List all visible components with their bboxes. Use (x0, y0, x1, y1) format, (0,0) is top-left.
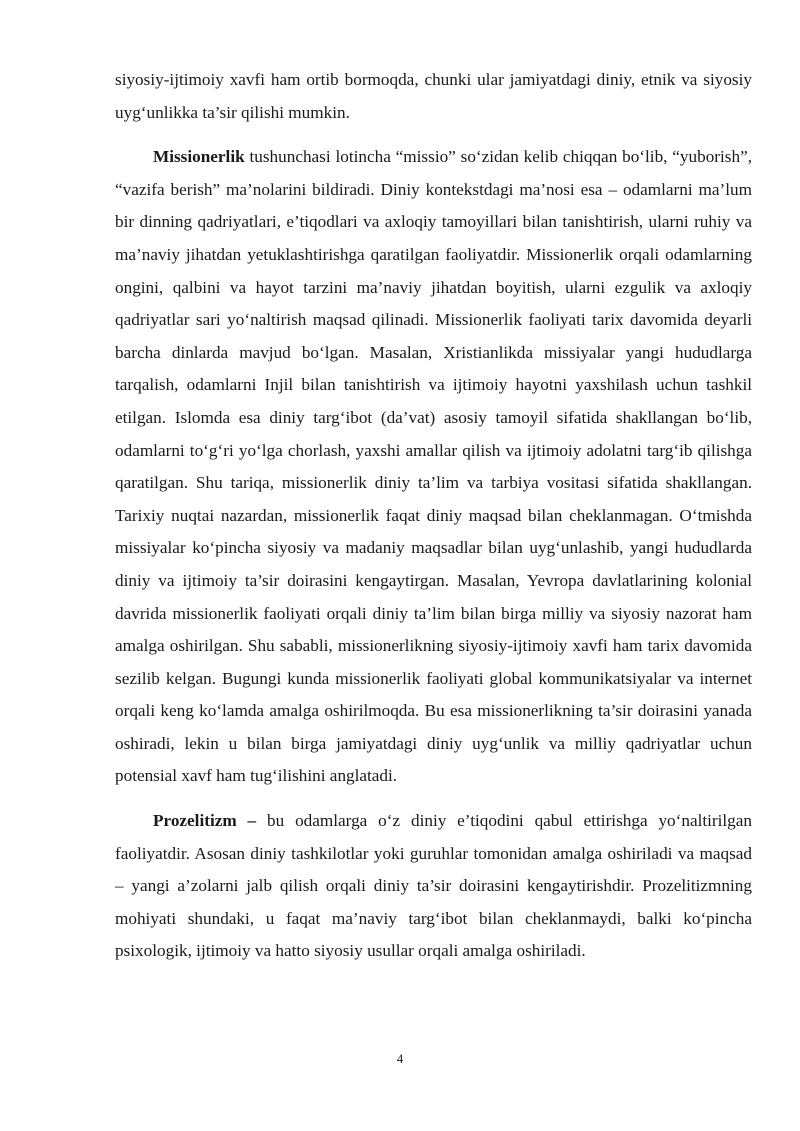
paragraph-gap (115, 129, 752, 141)
paragraph-missionerlik (115, 141, 752, 793)
paragraph-text: siyosiy-ijtimoiy xavfi ham ortib bormoqda, chunki ular jamiyatdagi diniy, etnik va siyosiy uyg‘unlikka ta’sir qilishi mumkin. (115, 70, 752, 122)
paragraph-text: tushunchasi lotincha “missio” so‘zidan kelib chiqqan bo‘lib, “yuborish”, “vazifa berish” ma’nolarini bildiradi. Diniy kontekstdagi ma’nosi esa – odamlarni ma’lum bir dinning qadriyatlari, e’tiqodlari va axloqiy tamoyillari bilan tanishtirish, ularni ruhiy va ma’naviy jihatdan yetuklashtirishga qaratilgan faoliyatdir. Missionerlik orqali odamlarning ongini, qalbini va hayot tarzini ma’naviy jihatdan boyitish, ularni ezgulik va axloqiy qadriyatlar sari yo‘naltirish maqsad qilinadi. Missionerlik faoliyati tarix davomida deyarli barcha dinlarda mavjud bo‘lgan. Masalan, Xristianlikda missiyalar yangi hududlarga tarqalish, odamlarni Injil bilan tanishtirish va ijtimoiy hayotni yaxshilash uchun tashkil etilgan. Islomda esa diniy targ‘ibot (da’vat) asosiy tamoyil sifatida shakllangan bo‘lib, odamlarni to‘g‘ri yo‘lga chorlash, yaxshi amallar qilish va ijtimoiy adolatni targ‘ib qilishga qaratilgan. Shu tariqa, missionerlik diniy ta’lim va tarbiya vositasi sifatida shakllangan. Tarixiy nuqtai nazardan, missionerlik faqat diniy maqsad bilan cheklanmagan. O‘tmishda missiyalar ko‘pincha siyosiy va madaniy maqsadlar bilan uyg‘unlashib, yangi hududlarda diniy va ijtimoiy ta’sir doirasini kengaytirgan. Masalan, Yevropa davlatlarining kolonial davrida missionerlik faoliyati orqali diniy ta’lim bilan birga milliy va siyosiy nazorat ham amalga oshirilgan. Shu sababli, missionerlikning siyosiy-ijtimoiy xavfi ham tarix davomida sezilib kelgan. Bugungi kunda missionerlik faoliyati global kommunikatsiyalar va internet orqali keng ko‘lamda amalga oshirilmoqda. Bu esa missionerlikning ta’sir doirasini yanada oshiradi, lekin u bilan birga jamiyatdagi diniy uyg‘unlik va milliy qadriyatlar uchun potensial xavf ham tug‘ilishini anglatadi. (115, 147, 752, 786)
term-missionerlik: Missionerlik (153, 147, 245, 167)
paragraph-text: bu odamlarga o‘z diniy e’tiqodini qabul ettirishga yo‘naltirilgan faoliyatdir. Asosan diniy tashkilotlar yoki guruhlar tomonidan amalga oshiriladi va maqsad – yangi a’zolarni jalb qilish orqali diniy ta’sir doirasini kengaytirishdir. Prozelitizmning mohiyati shundaki, u faqat ma’naviy targ‘ibot bilan cheklanmaydi, balki ko‘pincha psixologik, ijtimoiy va hatto siyosiy usullar orqali amalga oshiriladi. (115, 811, 752, 961)
paragraph-prozelitizm (115, 805, 752, 968)
page-number: 4 (396, 1051, 404, 1066)
document-page (115, 64, 752, 968)
term-prozelitizm: Prozelitizm – (153, 811, 257, 831)
paragraph-gap (115, 793, 752, 805)
paragraph-continuation (115, 64, 752, 129)
